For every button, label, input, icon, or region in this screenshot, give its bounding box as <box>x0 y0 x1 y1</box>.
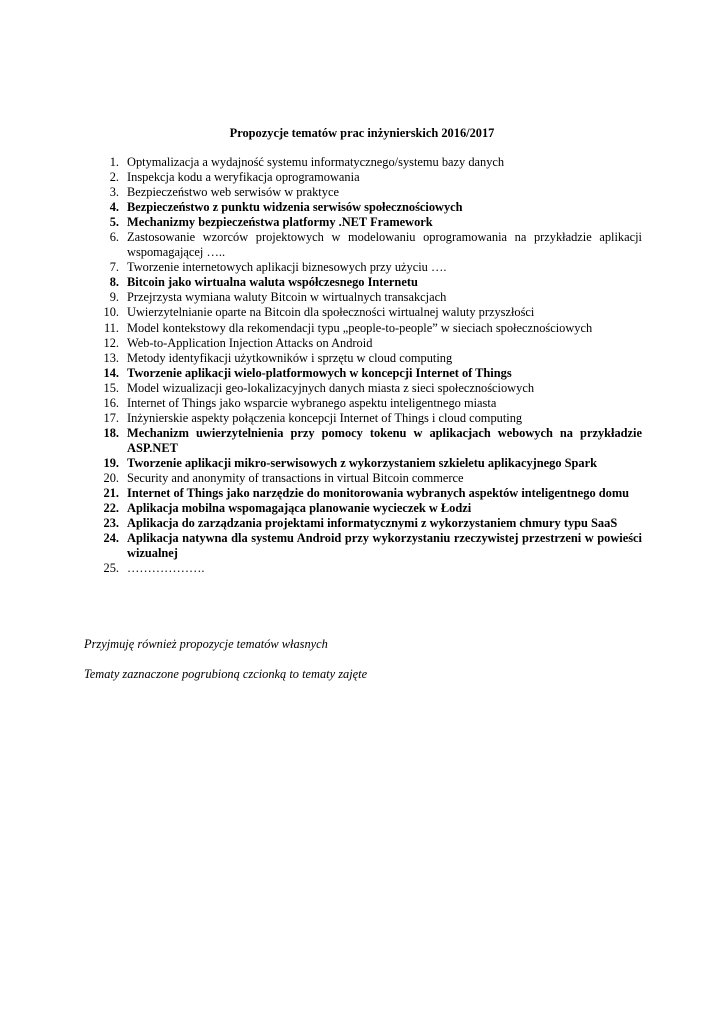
topic-number: 3. <box>109 185 119 200</box>
topic-item <box>98 561 642 576</box>
topic-number: 21. <box>103 486 119 501</box>
topic-list <box>98 155 642 576</box>
topic-number: 14. <box>103 365 119 380</box>
topic-number: 15. <box>103 380 119 395</box>
topic-item <box>98 456 642 471</box>
topic-text: Mechanizm uwierzytelnienia przy pomocy tokenu w aplikacjach webowych na przykładzie ASP.NET <box>127 425 642 455</box>
topic-item <box>98 336 642 351</box>
document-title: Propozycje tematów prac inżynierskich 2016/2017 <box>229 126 495 140</box>
topic-text: Tworzenie internetowych aplikacji biznesowych przy użyciu …. <box>127 260 447 275</box>
topic-text: Bezpieczeństwo z punktu widzenia serwisów społecznościowych <box>127 200 463 215</box>
topic-text: Zastosowanie wzorców projektowych w modelowaniu oprogramowania na przykładzie aplikacji wspomagającej ….. <box>127 230 642 260</box>
topic-item <box>98 531 642 561</box>
topic-number: 20. <box>103 470 119 485</box>
topic-number: 23. <box>103 516 119 531</box>
topic-item <box>98 215 642 230</box>
topic-text: ………………. <box>127 561 205 576</box>
topic-number: 25. <box>103 561 119 576</box>
topic-number: 10. <box>103 305 119 320</box>
topic-item <box>98 170 642 185</box>
topic-text: Aplikacja do zarządzania projektami informatycznymi z wykorzystaniem chmury typu SaaS <box>127 516 618 531</box>
topic-text: Internet of Things jako narzędzie do monitorowania wybranych aspektów inteligentnego domu <box>127 486 630 501</box>
topic-text: Security and anonymity of transactions in virtual Bitcoin commerce <box>127 470 464 485</box>
topic-item <box>98 381 642 396</box>
topic-item <box>98 275 642 290</box>
topic-text: Tworzenie aplikacji mikro-serwisowych z wykorzystaniem szkieletu aplikacyjnego Spark <box>127 455 598 470</box>
topic-number: 24. <box>103 531 119 546</box>
topic-text: Model kontekstowy dla rekomendacji typu „people-to-people” w sieciach społecznościowych <box>127 320 593 335</box>
topic-item <box>98 471 642 486</box>
topic-number: 18. <box>103 425 119 440</box>
topic-text: Model wizualizacji geo-lokalizacyjnych danych miasta z sieci społecznościowych <box>127 380 535 395</box>
topic-number: 8. <box>109 275 119 290</box>
topic-text: Optymalizacja a wydajność systemu informatycznego/systemu bazy danych <box>127 155 505 169</box>
topic-number: 2. <box>109 170 119 185</box>
topic-item <box>98 351 642 366</box>
topic-text: Inżynierskie aspekty połączenia koncepcji Internet of Things i cloud computing <box>127 410 523 425</box>
topic-number: 19. <box>103 455 119 470</box>
topic-number: 5. <box>109 215 119 230</box>
topic-text: Aplikacja mobilna wspomagająca planowanie wycieczek w Łodzi <box>127 501 472 516</box>
topic-number: 13. <box>103 350 119 365</box>
topic-text: Mechanizmy bezpieczeństwa platformy .NET Framework <box>127 215 433 230</box>
topic-item <box>98 305 642 320</box>
topic-item <box>98 516 642 531</box>
topic-item <box>98 155 642 170</box>
topic-number: 9. <box>109 290 119 305</box>
note-own-topics: Przyjmuję również propozycje tematów własnych <box>84 637 328 651</box>
topic-text: Tworzenie aplikacji wielo-platformowych w koncepcji Internet of Things <box>127 365 512 380</box>
topic-item <box>98 486 642 501</box>
topic-text: Bezpieczeństwo web serwisów w praktyce <box>127 185 339 200</box>
topic-text: Przejrzysta wymiana waluty Bitcoin w wirtualnych transakcjach <box>127 290 447 305</box>
topic-number: 11. <box>103 320 119 335</box>
topic-item <box>98 411 642 426</box>
topic-number: 7. <box>109 260 119 275</box>
topic-item <box>98 230 642 260</box>
note-bold-legend: Tematy zaznaczone pogrubioną czcionką to tematy zajęte <box>84 667 368 681</box>
topic-item <box>98 366 642 381</box>
topic-number: 4. <box>109 200 119 215</box>
topic-item <box>98 426 642 456</box>
topic-number: 1. <box>109 155 119 169</box>
topic-text: Metody identyfikacji użytkowników i sprzętu w cloud computing <box>127 350 453 365</box>
topic-number: 6. <box>109 230 119 245</box>
topic-number: 16. <box>103 395 119 410</box>
topic-item <box>98 290 642 305</box>
topic-text: Inspekcja kodu a weryfikacja oprogramowania <box>127 170 360 185</box>
topic-item <box>98 501 642 516</box>
topic-item <box>98 396 642 411</box>
topic-number: 17. <box>103 410 119 425</box>
topic-text: Bitcoin jako wirtualna waluta współczesnego Internetu <box>127 275 418 290</box>
topic-text: Aplikacja natywna dla systemu Android przy wykorzystaniu rzeczywistej przestrzeni w powieści wizualnej <box>127 531 642 561</box>
topic-item <box>98 260 642 275</box>
topic-item <box>98 200 642 215</box>
topic-text: Uwierzytelnianie oparte na Bitcoin dla społeczności wirtualnej waluty przyszłości <box>127 305 535 320</box>
topic-text: Internet of Things jako wsparcie wybranego aspektu inteligentnego miasta <box>127 395 497 410</box>
topic-item <box>98 321 642 336</box>
topic-number: 12. <box>103 335 119 350</box>
topic-item <box>98 185 642 200</box>
topic-text: Web-to-Application Injection Attacks on Android <box>127 335 373 350</box>
topic-number: 22. <box>103 501 119 516</box>
